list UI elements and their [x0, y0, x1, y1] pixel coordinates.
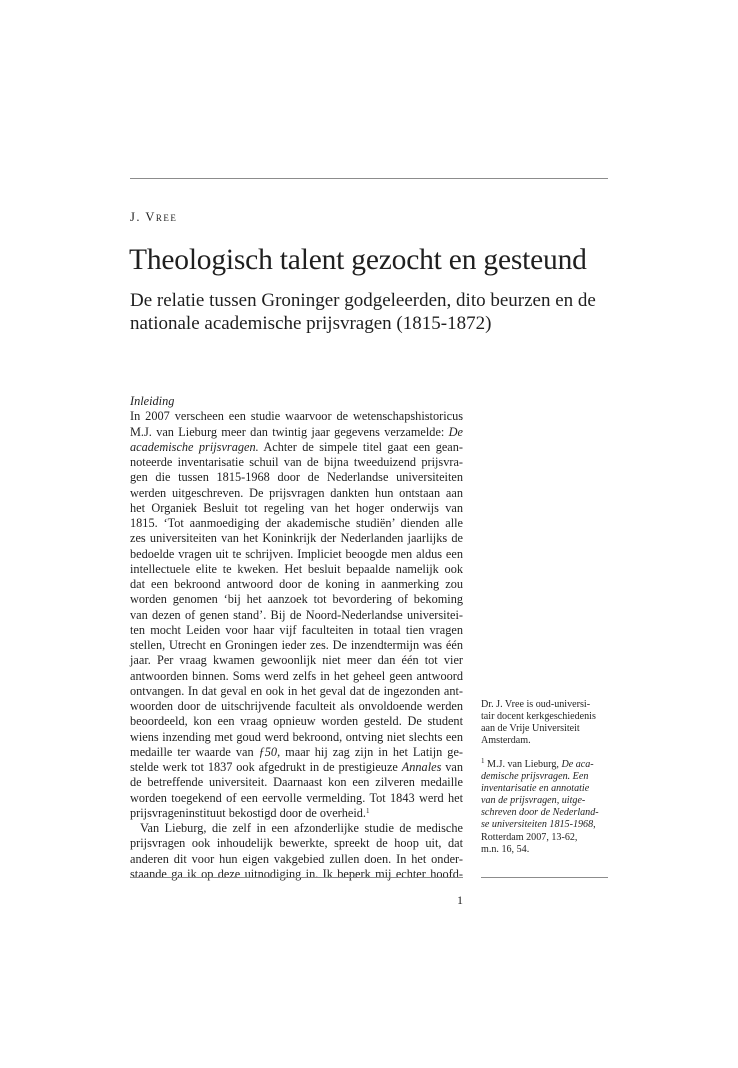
text-line: prijsvragen ook inhoudelijk bewerkte, spreekt de hoop uit, dat — [130, 836, 463, 851]
text-line: werden uitgeschreven. De prijsvragen dankten hun ontstaan aan — [130, 485, 463, 500]
text-line: woorden door de uitschrijvende faculteit als onvoldoende werden — [130, 699, 463, 713]
text-line: Van Lieburg, die zelf in een afzonderlijke studie de medische — [140, 821, 463, 835]
text-line: noteerde inventarisatie schuil van de bijna tweeduizend prijsvra- — [130, 455, 463, 469]
text-line: worden toegekend of een eervolle vermelding. Tot 1843 werd het — [130, 790, 463, 805]
main-text-column — [130, 394, 463, 882]
footnote-line: van de prijsvragen, uitge- — [481, 795, 586, 807]
text-line: de betreffende universiteit. Daarnaast kon een zilveren medaille — [130, 775, 463, 790]
text-line: worden genomen ‘bij het aanzoek tot bevordering of bekoming — [130, 592, 463, 607]
text-line: wiens inzending met goud werd bekroond, ontving niet slechts een — [130, 729, 463, 744]
text-line: beoordeeld, kon een vraag opnieuw worden gesteld. De student — [130, 714, 463, 729]
affiliation-line: Dr. J. Vree is oud-universi- — [481, 699, 591, 710]
text-line: medaille ter waarde van ƒ50, maar hij zag zijn in het Latijn ge- — [130, 744, 463, 759]
text-line: bedoelde vragen uit te schrijven. Impliciet beoogde men aldus een — [130, 546, 463, 561]
text-line: ten mocht Leiden voor haar vijf faculteiten in totaal tien vragen — [130, 622, 463, 637]
footnote-line: schreven door de Nederland- — [481, 807, 599, 819]
text-line: gen die tussen 1815-1968 door de Nederlandse universiteiten — [130, 470, 463, 485]
footnote-line: $^1$ M.J. van Lieburg, De aca- — [481, 757, 594, 770]
article-title: Theologisch talent gezocht en gesteund — [129, 244, 587, 276]
text-line: 1815. ‘Tot aanmoediging der akademische studiën’ dienden alle — [130, 516, 463, 530]
affiliation-line: aan de Vrije Universiteit — [481, 723, 580, 735]
text-line: dat een bekroond antwoord door de koning in aanmerking zou — [130, 577, 463, 591]
text-line: stelde werk tot 1837 ook afgedrukt in de prestigieuze Annales van — [130, 760, 464, 774]
text-line: antwoorden binnen. Soms werd zelfs in het geheel geen antwoord — [130, 668, 463, 683]
footnote-ref: 1 — [366, 806, 370, 815]
text-line: anderen dit voor hun eigen vakgebied zullen doen. In het onder- — [130, 851, 463, 866]
footnote-line: se universiteiten 1815-1968, — [481, 819, 596, 831]
text-line: academische prijsvragen. Achter de simpele titel gaat een gean- — [130, 439, 463, 454]
text-line: M.J. van Lieburg meer dan twintig jaar gegevens verzamelde: De — [130, 424, 463, 439]
text-line: stellen, Utrecht en Groningen ieder zes. De inzendtermijn was één — [130, 638, 463, 652]
footnote-line: m.n. 16, 54. — [481, 843, 530, 855]
text-line: prijsvrageninstituut bekostigd door de overheid.$^1$ — [130, 805, 370, 820]
footnote-line: demische prijsvragen. Een — [481, 771, 589, 783]
author-name: J. Vree — [130, 210, 178, 224]
section-heading: Inleiding — [130, 394, 175, 408]
bottom-rule-side — [481, 877, 608, 878]
footnote-1 — [481, 759, 616, 856]
page-number: 1 — [457, 893, 463, 907]
text-line: van dezen of genen stand’. Bij de Noord-Nederlandse universitei- — [130, 607, 463, 622]
text-line: staande ga ik op deze uitnodiging in. Ik beperk mij echter hoofd- — [130, 866, 463, 881]
author-affiliation — [481, 699, 616, 747]
bottom-rule-main — [130, 877, 463, 878]
footnote-line: Rotterdam 2007, 13-62, — [481, 831, 578, 843]
text-line: In 2007 verscheen een studie waarvoor de wetenschapshistoricus — [130, 409, 463, 424]
text-line: jaar. Per vraag kwamen gewoonlijk niet meer dan één tot vier — [130, 653, 463, 668]
affiliation-line: Amsterdam. — [481, 735, 531, 747]
text-line: het Organiek Besluit tot regeling van het hoger onderwijs van — [130, 500, 463, 515]
split-line-a: Achter de simpele titel gaat een gean- — [263, 439, 463, 454]
text-line: ontvangen. In dat geval en ook in het geval dat de ingezonden ant- — [130, 683, 463, 698]
subtitle-line: nationale academische prijsvragen (1815-1872) — [130, 313, 492, 334]
article-subtitle — [130, 289, 630, 335]
subtitle-line: De relatie tussen Groninger godgeleerden, dito beurzen en de — [130, 290, 596, 311]
top-rule — [130, 178, 608, 179]
text-line: intellectuele elite te kweken. Het besluit bepaalde namelijk ook — [130, 561, 463, 576]
text-line: zes universiteiten van het Koninkrijk der Nederlanden jaarlijks de — [130, 531, 463, 546]
footnote-line: inventarisatie en annotatie — [481, 783, 590, 795]
affiliation-line: tair docent kerkgeschiedenis — [481, 711, 596, 723]
